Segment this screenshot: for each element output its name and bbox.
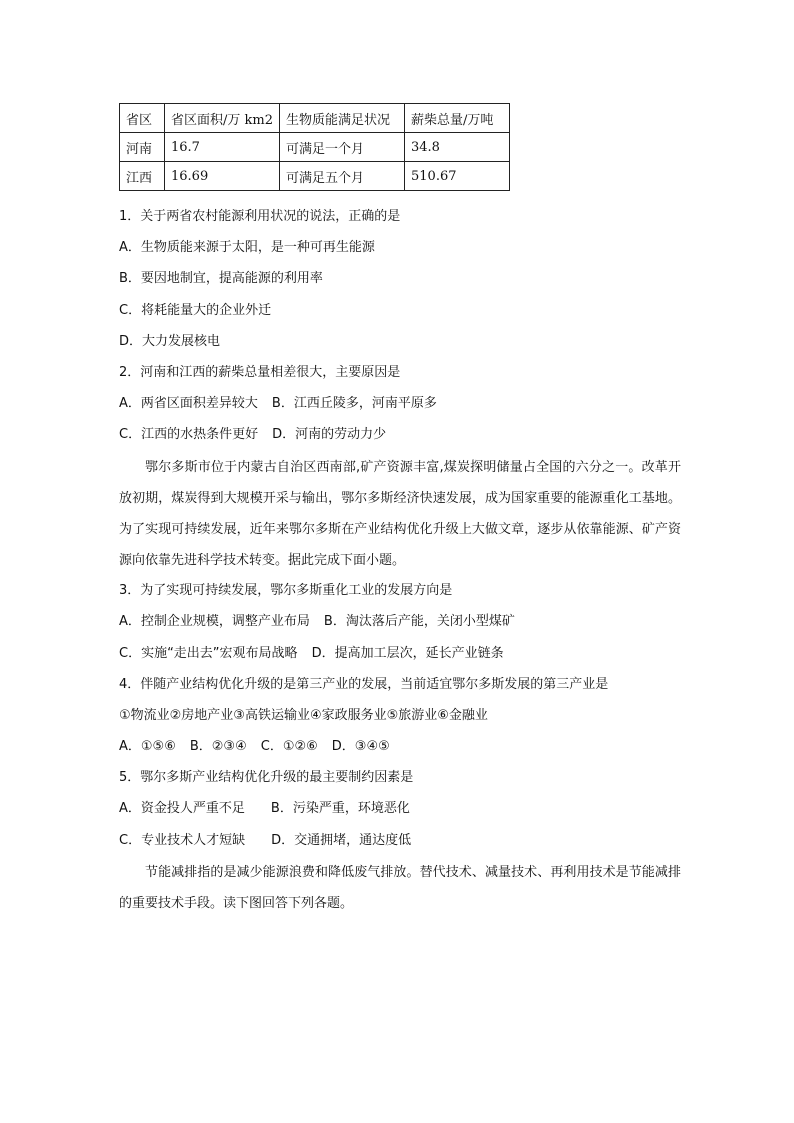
table-cell: 可满足五个月: [280, 162, 405, 191]
question-2-stem: 2．河南和江西的薪柴总量相差很大，主要原因是: [119, 365, 401, 380]
table-row: [120, 162, 510, 191]
q4-options-row: [119, 738, 390, 756]
question-3-stem: 3．为了实现可持续发展，鄂尔多斯重化工业的发展方向是: [119, 583, 453, 598]
q2-option-d: D．河南的劳动力少: [272, 427, 387, 442]
table-cell: 510.67: [405, 162, 510, 191]
table-cell: 34.8: [405, 133, 510, 162]
q3-options-row-2: [119, 645, 504, 663]
q4-option-d: D．③④⑤: [331, 739, 390, 754]
q1-option-d: D．大力发展核电: [119, 334, 221, 349]
table-header-row: [120, 104, 510, 133]
q5-options-row-1: [119, 800, 410, 818]
q2-option-c: C．江西的水热条件更好: [119, 427, 259, 442]
q3-option-a: A．控制企业规模，调整产业布局: [119, 614, 310, 629]
passage-energy-saving: 节能减排指的是减少能源浪费和降低废气排放。替代技术、减量技术、再利用技术是节能减排的重要技术手段。读下图回答下列各题。: [119, 865, 681, 911]
q4-items: ①物流业②房地产业③高铁运输业④家政服务业⑤旅游业⑥金融业: [119, 708, 488, 723]
q4-option-c: C．①②⑥: [260, 739, 318, 754]
q5-option-c: C．专业技术人才短缺: [119, 833, 246, 848]
question-1-stem: 1．关于两省农村能源利用状况的说法，正确的是: [119, 209, 401, 224]
q2-option-b: B．江西丘陵多，河南平原多: [271, 396, 437, 411]
passage-ordos: 鄂尔多斯市位于内蒙古自治区西南部,矿产资源丰富,煤炭探明储量占全国的六分之一。改革开放初期，煤炭得到大规模开采与输出，鄂尔多斯经济快速发展，成为国家重要的能源重化工基地。为了实现可持续发展，近年来鄂尔多斯在产业结构优化升级上大做文章，逐步从依靠能源、矿产资源向依靠先进科学技术转变。据此完成下面小题。: [119, 460, 681, 568]
q4-option-b: B．②③④: [189, 739, 247, 754]
table-row: [120, 133, 510, 162]
q5-options-row-2: [119, 832, 411, 850]
table-header-cell: 薪柴总量/万吨: [405, 104, 510, 133]
table-cell: 16.7: [165, 133, 280, 162]
q4-option-a: A．①⑤⑥: [119, 739, 176, 754]
table-header-cell: 生物质能满足状况: [280, 104, 405, 133]
table-cell: 江西: [120, 162, 165, 191]
q2-options-row-1: [119, 395, 437, 413]
energy-table: [119, 103, 510, 191]
q1-option-c: C．将耗能量大的企业外迁: [119, 303, 272, 318]
question-5-stem: 5．鄂尔多斯产业结构优化升级的最主要制约因素是: [119, 770, 414, 785]
q1-option-b: B．要因地制宜，提高能源的利用率: [119, 271, 323, 286]
q5-option-a: A．资金投人严重不足: [119, 801, 245, 816]
q1-option-a: A．生物质能来源于太阳，是一种可再生能源: [119, 240, 375, 255]
q3-option-d: D．提高加工层次，延长产业链条: [311, 646, 504, 661]
table-cell: 河南: [120, 133, 165, 162]
q2-option-a: A．两省区面积差异较大: [119, 396, 258, 411]
q3-options-row-1: [119, 613, 515, 631]
q3-option-b: B．淘汰落后产能，关闭小型煤矿: [323, 614, 515, 629]
q2-options-row-2: [119, 426, 386, 444]
question-4-stem: 4．伴随产业结构优化升级的是第三产业的发展，当前适宜鄂尔多斯发展的第三产业是: [119, 677, 609, 692]
table-header-cell: 省区: [120, 104, 165, 133]
table-header-cell: 省区面积/万 km2: [165, 104, 280, 133]
q3-option-c: C．实施“走出去”宏观布局战略: [119, 646, 298, 661]
table-cell: 16.69: [165, 162, 280, 191]
q5-option-d: D．交通拥堵，通达度低: [271, 833, 412, 848]
q5-option-b: B．污染严重，环境恶化: [270, 801, 410, 816]
table-cell: 可满足一个月: [280, 133, 405, 162]
